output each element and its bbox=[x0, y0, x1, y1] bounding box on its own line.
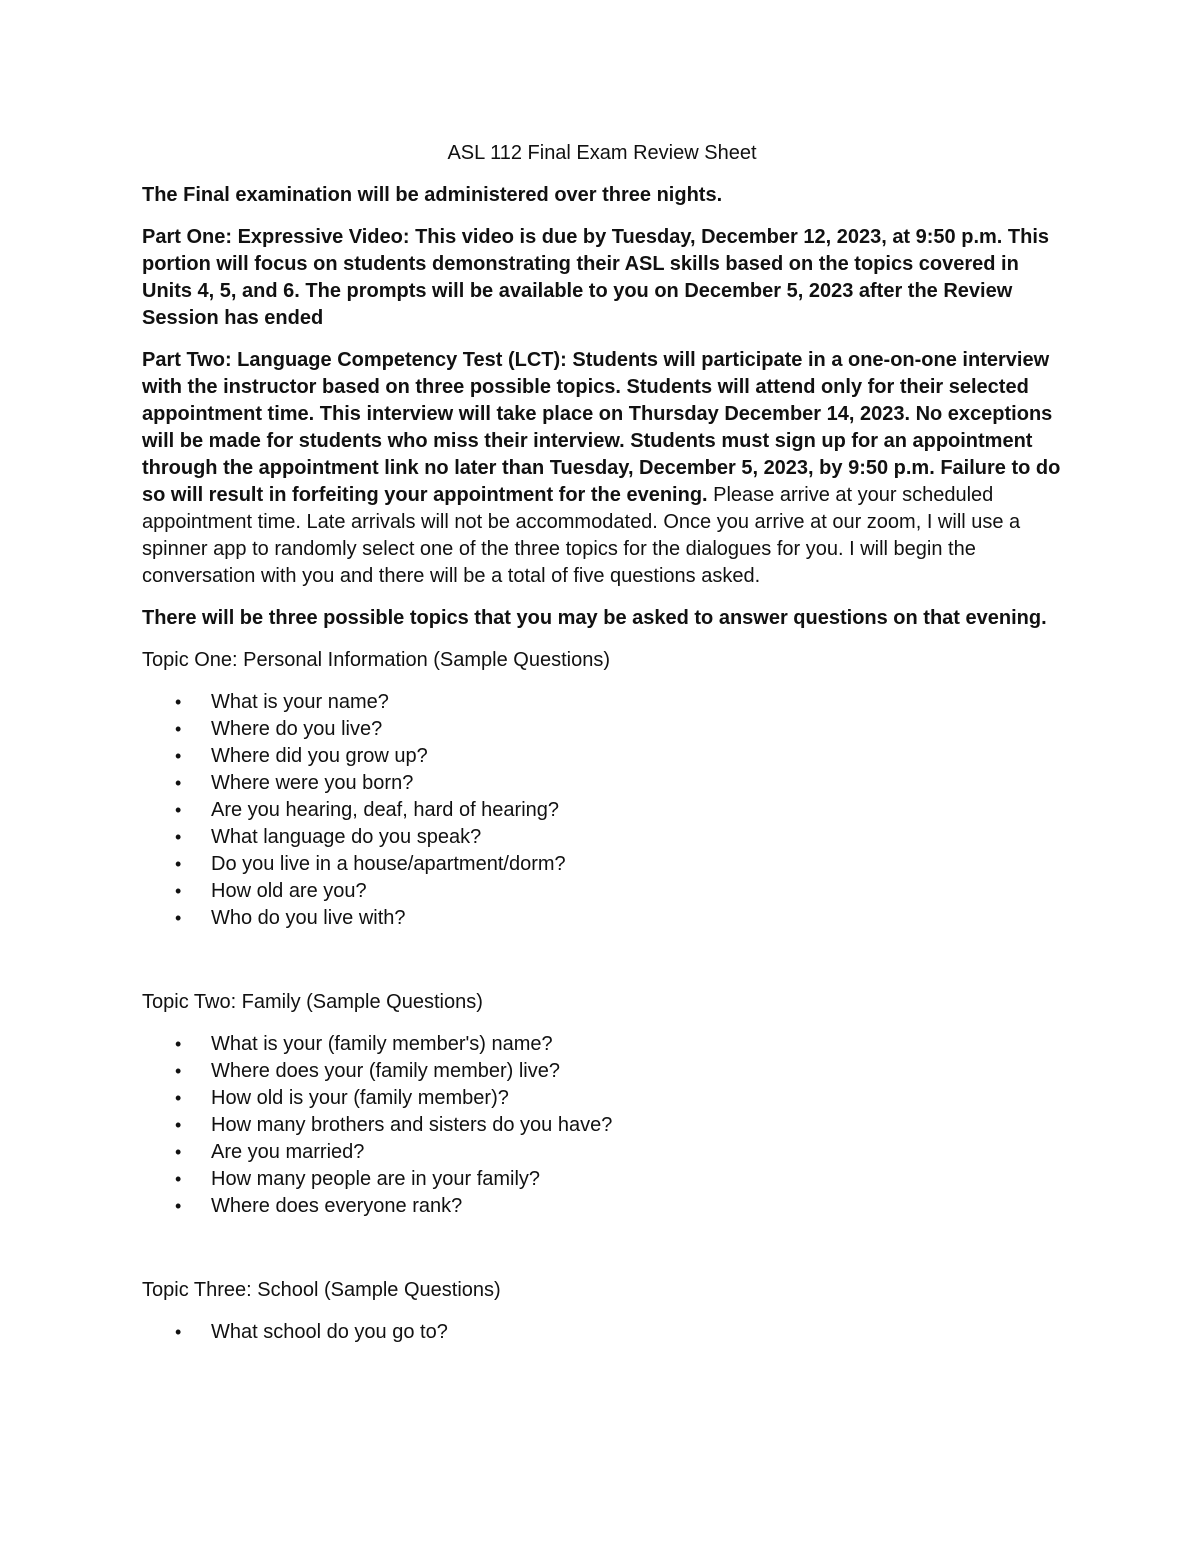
bullet-icon: • bbox=[175, 1142, 182, 1162]
bullet-icon: • bbox=[175, 827, 182, 847]
bullet-icon: • bbox=[175, 1061, 182, 1081]
topic-one-heading: Topic One: Personal Information (Sample Questions) bbox=[142, 649, 610, 671]
topic-three-question-list bbox=[142, 1319, 1062, 1346]
list-item bbox=[142, 1085, 1062, 1112]
question-text: Where does everyone rank? bbox=[211, 1195, 463, 1217]
bullet-icon: • bbox=[175, 1088, 182, 1108]
question-text: Where do you live? bbox=[211, 718, 383, 740]
list-item bbox=[142, 1319, 1062, 1346]
document-content bbox=[142, 140, 1062, 1346]
page-title: ASL 112 Final Exam Review Sheet bbox=[447, 142, 757, 164]
list-item bbox=[142, 1112, 1062, 1139]
bullet-icon: • bbox=[175, 692, 182, 712]
list-item bbox=[142, 878, 1062, 905]
intro-paragraph: The Final examination will be administered over three nights. bbox=[142, 184, 723, 206]
list-item bbox=[142, 1058, 1062, 1085]
list-item bbox=[142, 851, 1062, 878]
list-item bbox=[142, 770, 1062, 797]
bullet-icon: • bbox=[175, 1034, 182, 1054]
section-spacer bbox=[142, 1220, 1062, 1277]
bullet-icon: • bbox=[175, 854, 182, 874]
list-item bbox=[142, 716, 1062, 743]
question-text: Are you married? bbox=[211, 1141, 365, 1163]
bullet-icon: • bbox=[175, 746, 182, 766]
list-item bbox=[142, 1193, 1062, 1220]
topic-three-heading: Topic Three: School (Sample Questions) bbox=[142, 1279, 501, 1301]
list-item bbox=[142, 743, 1062, 770]
topic-one-question-list bbox=[142, 689, 1062, 932]
question-text: What language do you speak? bbox=[211, 826, 482, 848]
list-item bbox=[142, 689, 1062, 716]
list-item bbox=[142, 1139, 1062, 1166]
part-one-paragraph: Part One: Expressive Video: This video is due by Tuesday, December 12, 2023, at 9:50 p.m. This portion will focus on students demonstrating their ASL skills based on the topics covered in Units 4, 5, and 6. The prompts will be available to you on December 5, 2023 after the Review Session has ended bbox=[142, 226, 1050, 329]
section-spacer bbox=[142, 932, 1062, 989]
question-text: What school do you go to? bbox=[211, 1321, 448, 1343]
question-text: Where does your (family member) live? bbox=[211, 1060, 560, 1082]
question-text: How many brothers and sisters do you have? bbox=[211, 1114, 613, 1136]
bullet-icon: • bbox=[175, 1196, 182, 1216]
bullet-icon: • bbox=[175, 1322, 182, 1342]
bullet-icon: • bbox=[175, 908, 182, 928]
question-text: What is your (family member's) name? bbox=[211, 1033, 553, 1055]
bullet-icon: • bbox=[175, 773, 182, 793]
topics-intro-paragraph: There will be three possible topics that you may be asked to answer questions on that evening. bbox=[142, 607, 1047, 629]
question-text: How old are you? bbox=[211, 880, 367, 902]
question-text: Where did you grow up? bbox=[211, 745, 428, 767]
question-text: What is your name? bbox=[211, 691, 389, 713]
part-two-paragraph bbox=[142, 347, 1062, 590]
list-item bbox=[142, 797, 1062, 824]
question-text: Who do you live with? bbox=[211, 907, 406, 929]
question-text: Do you live in a house/apartment/dorm? bbox=[211, 853, 566, 875]
list-item bbox=[142, 1031, 1062, 1058]
topic-two-heading: Topic Two: Family (Sample Questions) bbox=[142, 991, 483, 1013]
list-item bbox=[142, 905, 1062, 932]
bullet-icon: • bbox=[175, 1115, 182, 1135]
topic-two-question-list bbox=[142, 1031, 1062, 1220]
question-text: Are you hearing, deaf, hard of hearing? bbox=[211, 799, 560, 821]
bullet-icon: • bbox=[175, 1169, 182, 1189]
question-text: Where were you born? bbox=[211, 772, 414, 794]
bullet-icon: • bbox=[175, 881, 182, 901]
list-item bbox=[142, 824, 1062, 851]
part-two-bold-text: Part Two: Language Competency Test (LCT): Students will participate in a one-on-one interview with the instructor based on three possible topics. Students will attend only for their selected appointment time. This interview will take place on Thursday December 14, 2023. No exceptions will be made for students who miss their interview. Students must sign up for an appointment through the appointment link no later than Tuesday, December 5, 2023, by 9:50 p.m. Failure to do so will result in forfeiting your appointment for the evening. bbox=[142, 349, 1061, 506]
question-text: How old is your (family member)? bbox=[211, 1087, 509, 1109]
list-item bbox=[142, 1166, 1062, 1193]
question-text: How many people are in your family? bbox=[211, 1168, 541, 1190]
part-two-regular-text: Please arrive at your scheduled appointment time. Late arrivals will not be accommodated. Once you arrive at our zoom, I will use a spinner app to randomly select one of the three topics for the dialogues for you. I will begin the conversation with you and there will be a total of five questions asked. bbox=[142, 484, 1021, 587]
bullet-icon: • bbox=[175, 800, 182, 820]
bullet-icon: • bbox=[175, 719, 182, 739]
